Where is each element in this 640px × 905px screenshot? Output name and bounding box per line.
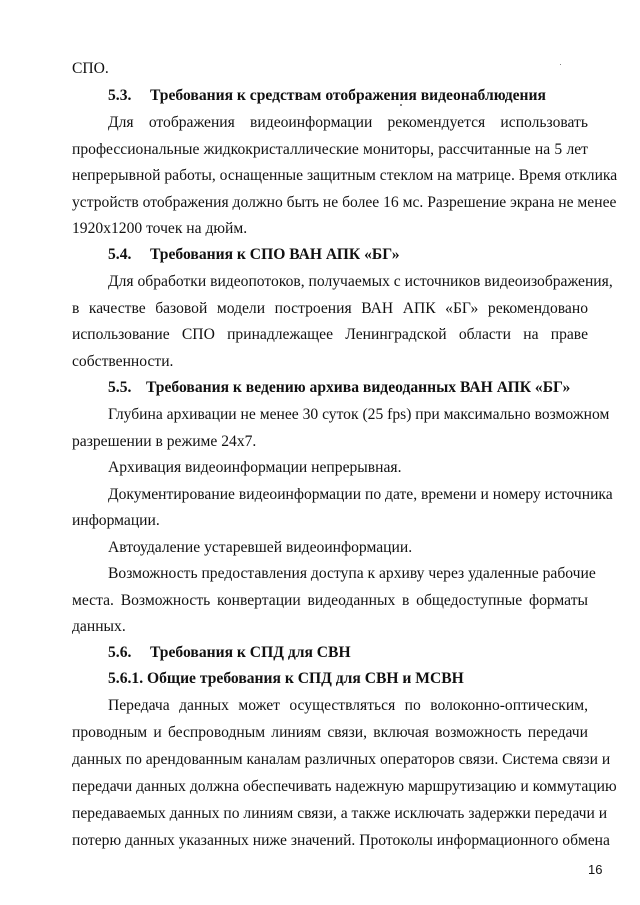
section-title: Требования к СПО ВАН АПК «БГ» bbox=[150, 246, 400, 263]
section-number: 5.5. bbox=[108, 379, 132, 396]
text-line: места. Возможность конвертации видеоданных в общедоступные форматы bbox=[72, 592, 588, 609]
section-heading-5-3 bbox=[108, 86, 624, 106]
text-line: Возможность предоставления доступа к архиву через удаленные рабочие bbox=[108, 565, 596, 582]
section-title: Требования к ведению архива видеоданных ВАН АПК «БГ» bbox=[146, 379, 571, 396]
text-line: в качестве базовой модели построения ВАН АПК «БГ» рекомендовано bbox=[72, 300, 588, 317]
text-line: информации. bbox=[72, 512, 160, 529]
text-line: Архивация видеоинформации непрерывная. bbox=[108, 459, 402, 476]
section-number: 5.6. bbox=[108, 644, 132, 661]
subsection-heading-5-6-1: 5.6.1. Общие требования к СПД для СВН и МСВН bbox=[108, 670, 464, 687]
text-line: передачи данных должна обеспечивать надежную маршрутизацию и коммутацию bbox=[72, 778, 617, 795]
text-line: передаваемых данных по линиям связи, а также исключать задержки передачи и bbox=[72, 805, 608, 822]
scan-speck bbox=[400, 104, 402, 106]
text-line: данных по арендованным каналам различных операторов связи. Система связи и bbox=[72, 751, 611, 768]
scan-speck bbox=[560, 64, 561, 65]
text-line: Глубина архивации не менее 30 суток (25 fps) при максимально возможном bbox=[108, 406, 610, 423]
text-line: собственности. bbox=[72, 353, 174, 370]
text-line: устройств отображения должно быть не более 16 мс. Разрешение экрана не менее bbox=[72, 194, 617, 211]
section-heading-5-4 bbox=[108, 245, 624, 265]
section-number: 5.4. bbox=[108, 246, 132, 263]
text-line: Для обработки видеопотоков, получаемых с источников видеоизображения, bbox=[108, 273, 613, 290]
text-line: данных. bbox=[72, 618, 126, 635]
section-number: 5.3. bbox=[108, 87, 132, 104]
text-line: Передача данных может осуществляться по волоконно-оптическим, bbox=[108, 697, 588, 714]
text-line: профессиональные жидкокристаллические мониторы, рассчитанные на 5 лет bbox=[72, 141, 588, 158]
text-line: Для отображения видеоинформации рекомендуется использовать bbox=[108, 114, 588, 131]
text-line: Документирование видеоинформации по дате, времени и номеру источника bbox=[108, 486, 613, 503]
text-line: проводным и беспроводным линиям связи, включая возможность передачи bbox=[72, 724, 588, 741]
text-line: разрешении в режиме 24x7. bbox=[72, 433, 257, 450]
section-title: Требования к СПД для СВН bbox=[150, 644, 351, 661]
text-line: непрерывной работы, оснащенные защитным стеклом на матрице. Время отклика bbox=[72, 167, 618, 184]
section-title: Требования к средствам отображения видеонаблюдения bbox=[150, 87, 546, 104]
page-number: 16 bbox=[588, 862, 603, 877]
section-heading-5-5 bbox=[108, 378, 624, 398]
text-line: использование СПО принадлежащее Ленинградской области на праве bbox=[72, 326, 588, 343]
text-line: потерю данных указанных ниже значений. Протоколы информационного обмена bbox=[72, 832, 610, 849]
text-line: Автоудаление устаревшей видеоинформации. bbox=[108, 539, 413, 556]
section-heading-5-6 bbox=[108, 643, 624, 663]
text-line: СПО. bbox=[72, 60, 109, 77]
text-line: 1920x1200 точек на дюйм. bbox=[72, 220, 248, 237]
